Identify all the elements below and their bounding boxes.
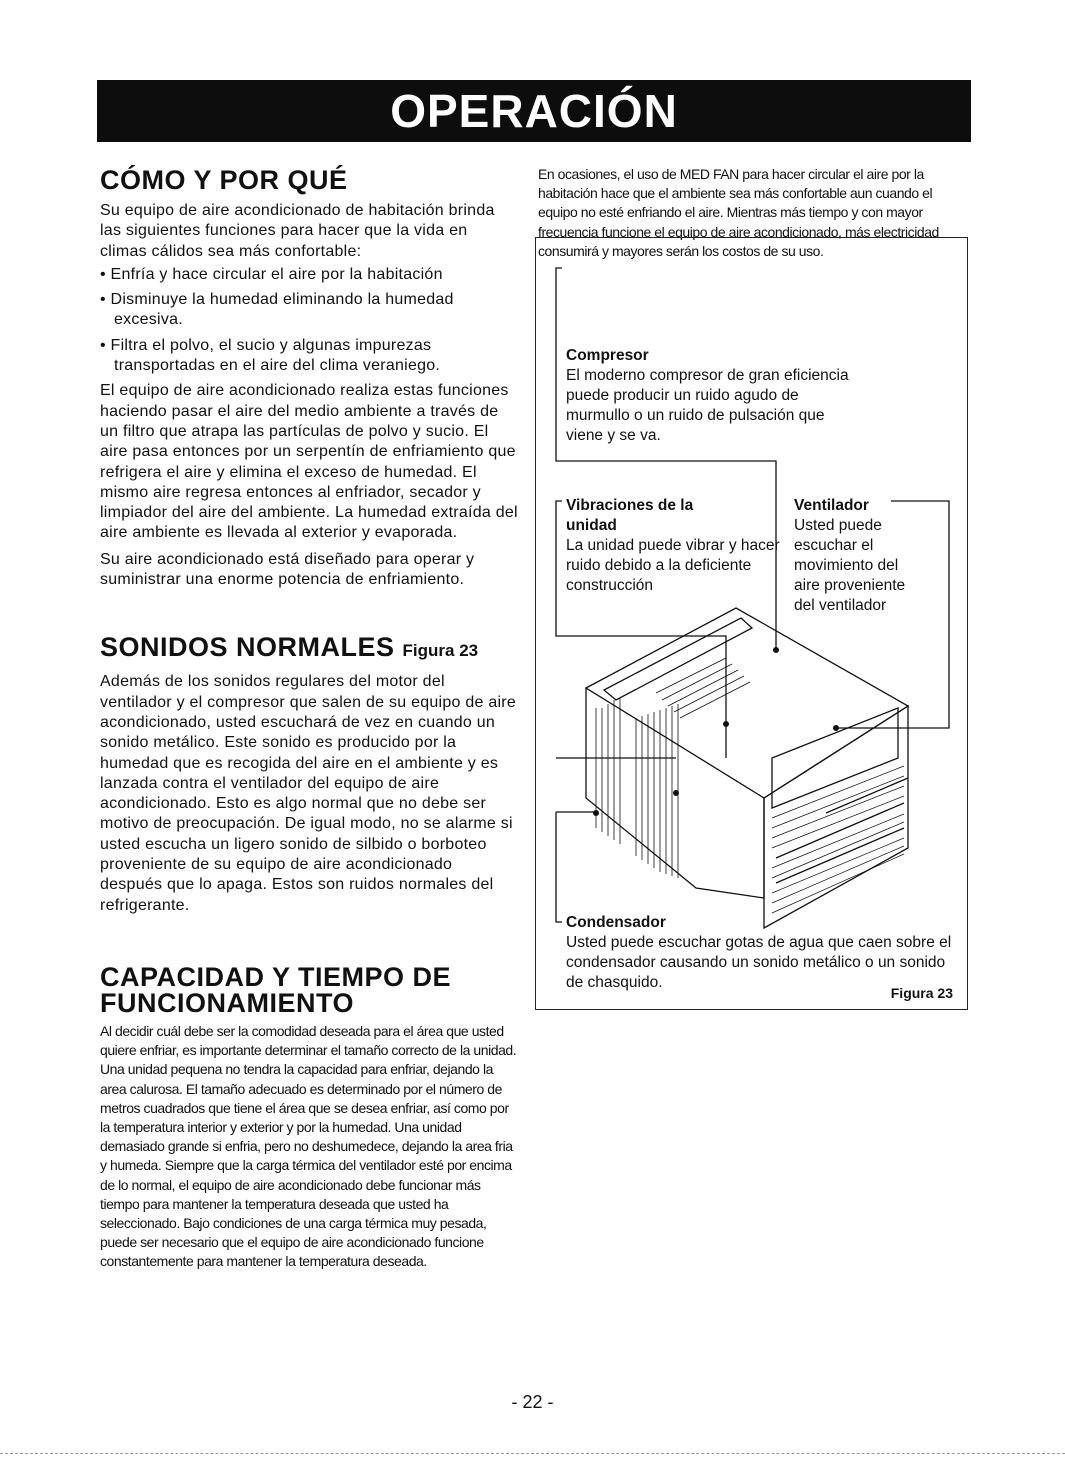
capacidad-paragraph: Al decidir cuál debe ser la comodidad deseada para el área que usted quiere enfriar, es importante determinar el tamaño correcto de la unidad. Una unidad pequena no tendra la capacidad para enfriar, dejando la area calurosa. El tamaño adecuado es determinado por el número de metros cuadrados que tiene el área que se desea enfriar, así como por la temperatura interior y exterior y por la humedad. Una unidad demasiado grande si enfria, pero no deshumedece, dejando la area fria y humeda. Siempre que la carga térmica del ventilador esté por encima de lo normal, el equipo de aire acondicionado debe funcionar más tiempo para mantener la temperatura deseada que usted ha seleccionado. Bajo condiciones de una carga térmica muy pesada, puede ser necesario que el equipo de aire acondicionado funcione constantemente para mantener la temperatura deseada. [100, 1022, 517, 1270]
sonidos-paragraph: Además de los sonidos regulares del motor del ventilador y el compresor que salen de su equipo de aire acondicionado, usted escuchará de vez en cuando un sonido metálico. Este sonido es producido por la humedad que es recogida del aire en el ambiente y es lanzada contra el ventilador del equipo de aire acondicionado. Esto es algo normal que no debe ser motivo de preocupación. De igual modo, no se alarme si usted escucha un ligero sonido de silbido o borboteo proveniente de su equipo de aire acondicionado después que lo apaga. Estos son ruidos normales del refrigerante. [100, 673, 517, 914]
compresor-title: Compresor [566, 347, 649, 364]
ventilador-title: Ventilador [794, 497, 869, 514]
bottom-divider [0, 1453, 1065, 1454]
figure-caption: Figura 23 [890, 985, 953, 1001]
compresor-text: El moderno compresor de gran eficiencia puede producir un ruido agudo de murmullo o un ruido de pulsación que viene y se va. [566, 367, 849, 444]
como-bullet: • Filtra el polvo, el sucio y algunas impurezas transportadas en el aire del clima veraniego. [100, 336, 441, 375]
como-heading: CÓMO Y POR QUÉ [100, 165, 348, 195]
ventilador-callout [794, 496, 914, 616]
como-paragraph: Su aire acondicionado está diseñado para operar y suministrar una enorme potencia de enfriamiento. [100, 550, 475, 589]
capacidad-title-line2: FUNCIONAMIENTO [100, 987, 354, 1018]
ventilador-text: Usted puede escuchar el movimiento del aire proveniente del ventilador [794, 517, 906, 614]
como-intro: Su equipo de aire acondicionado de habitación brinda las siguientes funciones para hacer que la vida en climas cálidos sea más confortable: [100, 202, 495, 260]
figure-23 [535, 237, 968, 1010]
capacidad-heading [100, 961, 518, 1018]
condensador-text: Usted puede escuchar gotas de agua que caen sobre el condensador causando un sonido metálico o un sonido de chasquido. [566, 934, 952, 991]
sonidos-figure-ref: Figura 23 [402, 641, 479, 661]
condensador-callout [566, 913, 956, 993]
page-banner-title: OPERACIÓN [97, 80, 971, 142]
left-column [100, 165, 518, 1272]
como-bullet: • Enfría y hace circular el aire por la habitación [100, 265, 443, 283]
compresor-callout [566, 346, 856, 446]
page-number: - 22 - [511, 1392, 554, 1412]
condensador-title: Condensador [566, 914, 666, 931]
capacidad-title-line1: CAPACIDAD Y TIEMPO DE [100, 961, 452, 992]
vibraciones-text: La unidad puede vibrar y hacer ruido debido a la deficiente construcción [566, 537, 780, 594]
sonidos-title: SONIDOS NORMALES [100, 632, 395, 663]
como-bullet: • Disminuye la humedad eliminando la humedad excesiva. [100, 291, 454, 329]
sonidos-heading [100, 632, 518, 666]
como-paragraph: El equipo de aire acondicionado realiza estas funciones haciendo pasar el aire del medio ambiente a través de un filtro que atrapa las partículas de polvo y sucio. El aire pasa entonces por un serpentín de enfriamiento que refrigera el aire y elimina el exceso de humedad. El mismo aire regresa entonces al enfriador, secador y limpiador del aire del ambiente. La humedad extraída del aire ambiente es llevada al exterior y evaporada. [100, 382, 518, 542]
medfan-paragraph: En ocasiones, el uso de MED FAN para hacer circular el aire por la habitación hace que el ambiente sea más confortable aun cuando el equipo no esté enfriando el aire. Mientras más tiempo y con mayor frecuencia funcione el equipo de aire acondicionado, más electricidad consumirá y mayores serán los costos de su uso. [538, 166, 939, 259]
vibraciones-title-line1: Vibraciones de la [566, 497, 694, 514]
vibraciones-title-line2: unidad [566, 517, 617, 534]
vibraciones-callout [566, 496, 786, 596]
